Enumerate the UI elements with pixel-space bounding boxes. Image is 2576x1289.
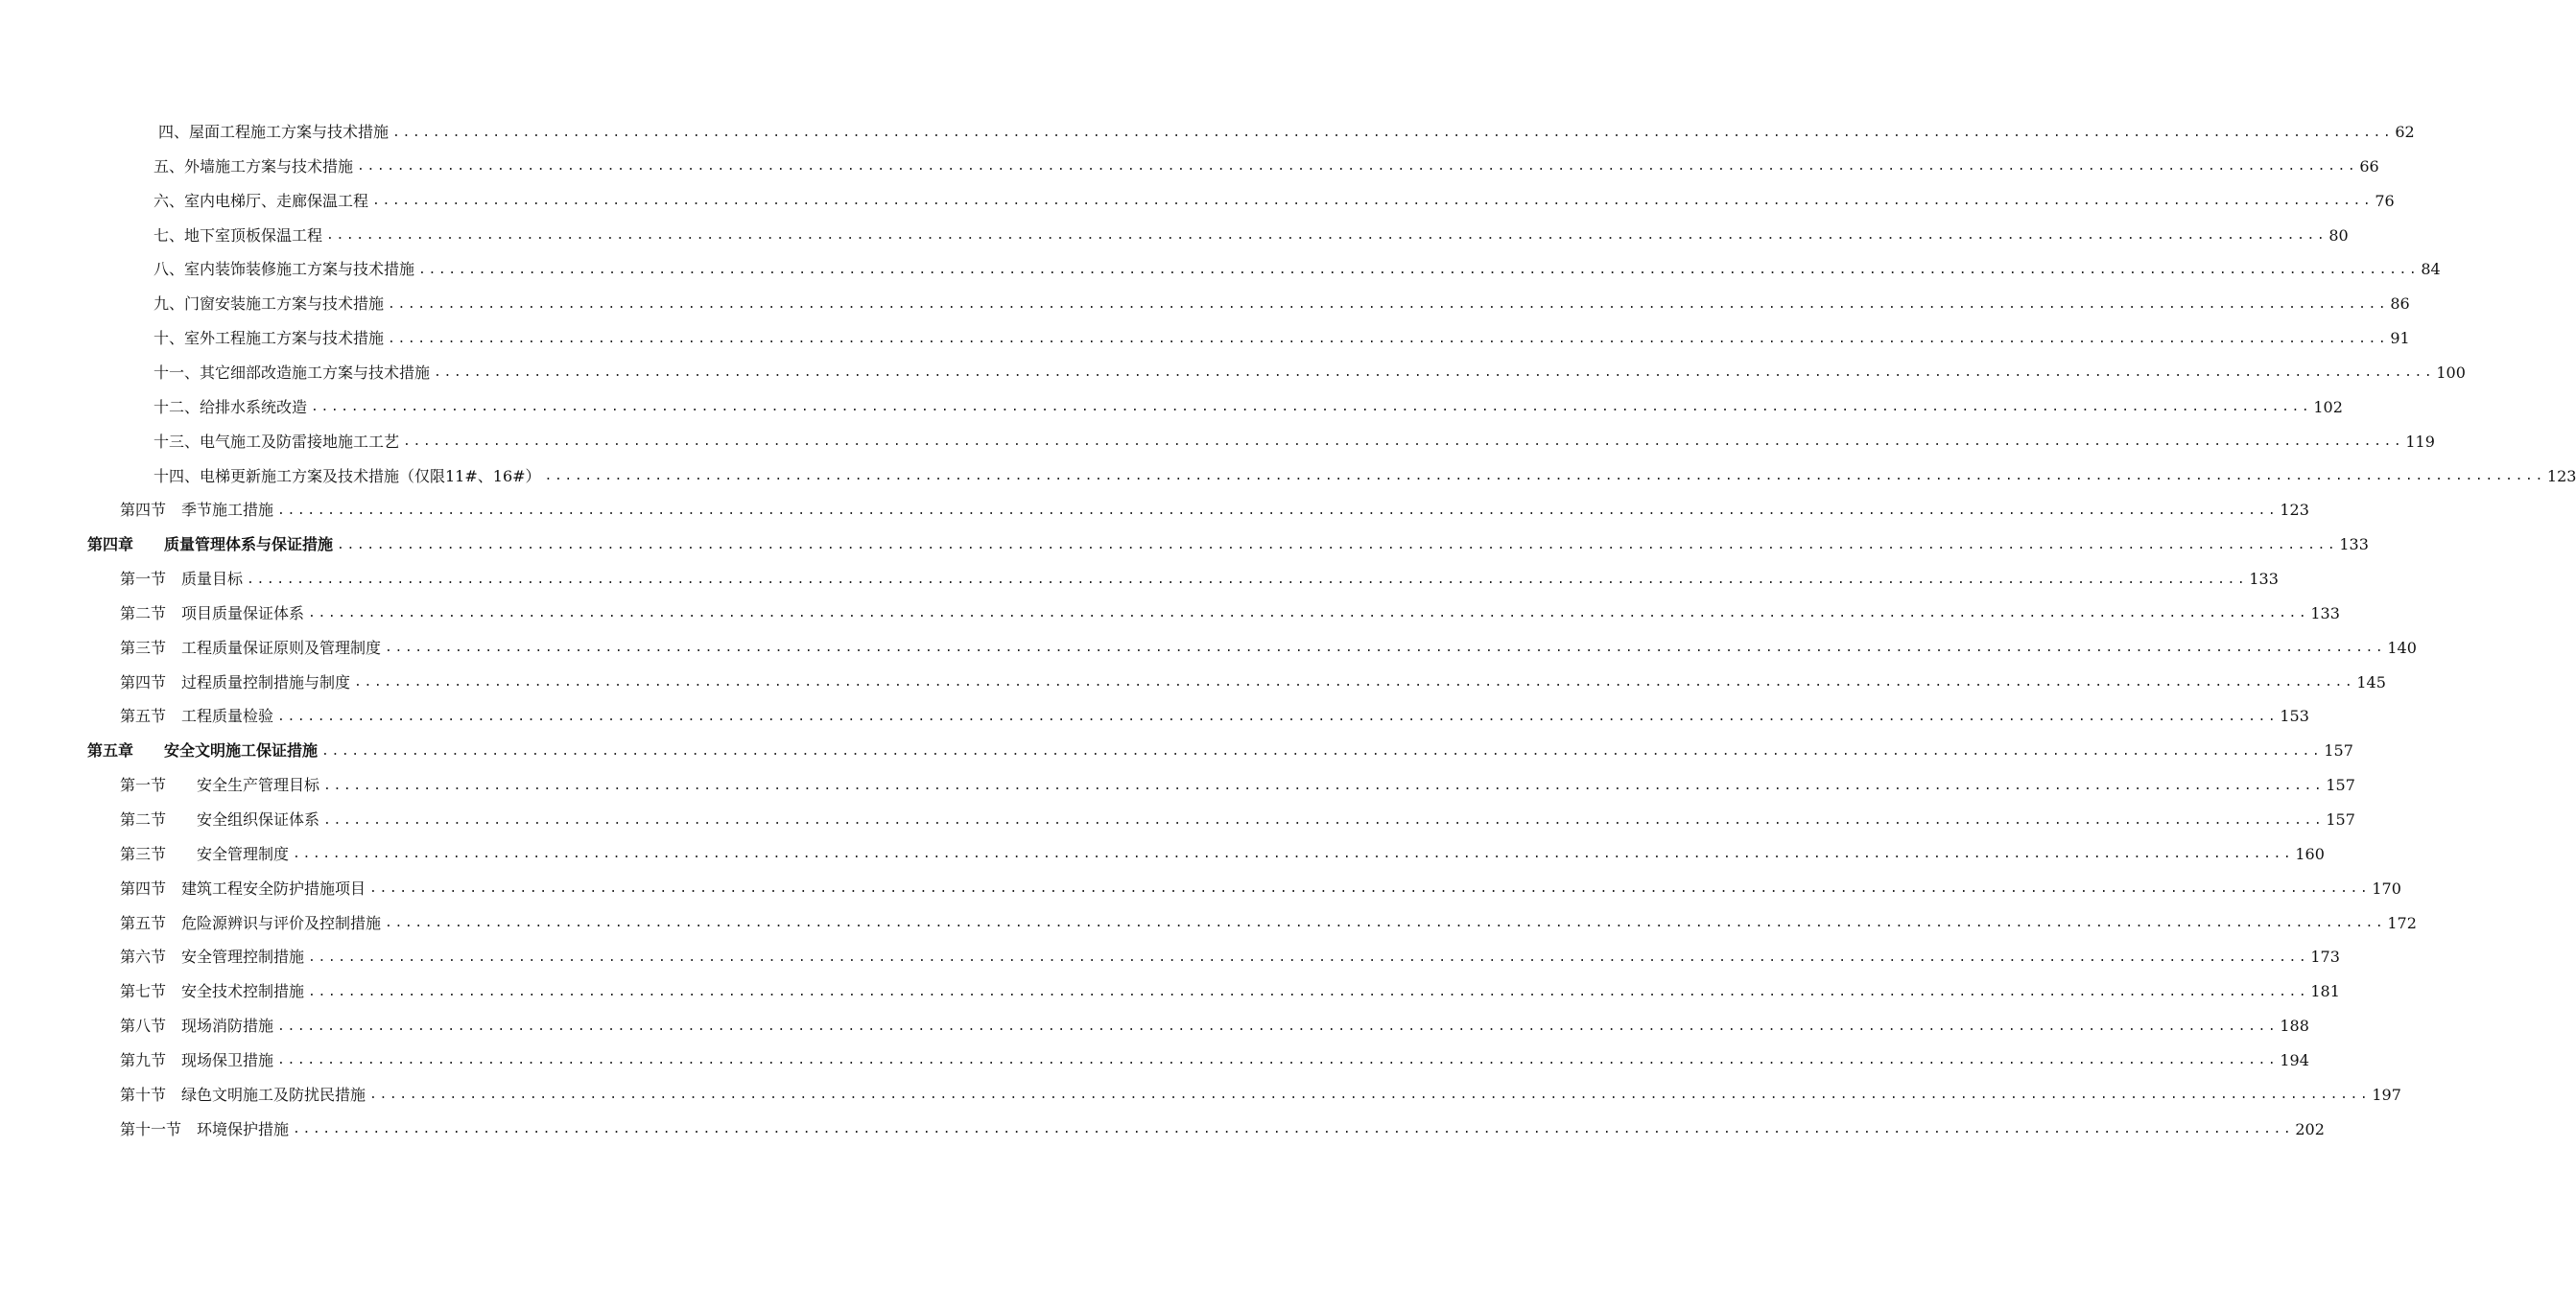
toc-dot-leader: ........................................................................................................................................................................................................ xyxy=(418,262,2420,277)
toc-dot-leader: ........................................................................................................................................................................................................ xyxy=(326,228,2328,244)
toc-entry-title: 第五节 工程质量检验 xyxy=(120,707,274,726)
toc-entry[interactable] xyxy=(154,390,2343,425)
toc-entry-page-number: 172 xyxy=(2387,913,2417,932)
toc-entry[interactable] xyxy=(120,940,2340,974)
toc-dot-leader: ........................................................................................................................................................................................................ xyxy=(385,916,2386,931)
toc-dot-leader: ........................................................................................................................................................................................................ xyxy=(277,1053,2279,1068)
toc-dot-leader: ........................................................................................................................................................................................................ xyxy=(323,812,2325,828)
toc-entry-title: 第五章 安全文明施工保证措施 xyxy=(87,741,319,761)
toc-dot-leader: ........................................................................................................................................................................................................ xyxy=(403,434,2404,450)
toc-entry[interactable] xyxy=(120,597,2340,631)
toc-entry[interactable] xyxy=(120,1043,2309,1078)
toc-entry-page-number: 160 xyxy=(2295,844,2325,863)
toc-dot-leader: ........................................................................................................................................................................................................ xyxy=(354,675,2355,691)
toc-entry[interactable] xyxy=(120,974,2340,1009)
toc-entry[interactable] xyxy=(120,1113,2325,1147)
toc-entry-page-number: 157 xyxy=(2326,810,2355,829)
toc-entry[interactable] xyxy=(120,666,2386,700)
toc-dot-leader: ........................................................................................................................................................................................................ xyxy=(308,949,2309,965)
toc-entry-page-number: 91 xyxy=(2390,329,2410,348)
toc-entry-page-number: 133 xyxy=(2249,570,2279,589)
toc-entry-title: 第四章 质量管理体系与保证措施 xyxy=(87,535,334,554)
toc-entry-page-number: 133 xyxy=(2339,535,2369,554)
toc-entry-page-number: 170 xyxy=(2372,879,2401,898)
toc-dot-leader: ........................................................................................................................................................................................................ xyxy=(308,984,2309,999)
toc-entry-title: 第四节 建筑工程安全防护措施项目 xyxy=(120,879,366,898)
toc-entry-title: 五、外墙施工方案与技术措施 xyxy=(154,156,354,176)
toc-entry-page-number: 157 xyxy=(2326,776,2355,795)
toc-entry-title: 第二节 安全组织保证体系 xyxy=(120,810,320,829)
toc-entry-title: 第一节 安全生产管理目标 xyxy=(120,776,320,795)
toc-entry[interactable] xyxy=(154,287,2410,321)
toc-entry-page-number: 153 xyxy=(2280,707,2309,726)
toc-entry-title: 第一节 质量目标 xyxy=(120,570,244,589)
toc-dot-leader: ........................................................................................................................................................................................................ xyxy=(321,743,2323,759)
toc-entry-title: 第四节 季节施工措施 xyxy=(120,501,274,520)
toc-dot-leader: ........................................................................................................................................................................................................ xyxy=(357,159,2358,175)
toc-dot-leader: ........................................................................................................................................................................................................ xyxy=(544,469,2545,483)
toc-entry-page-number: 62 xyxy=(2395,123,2415,141)
toc-entry[interactable] xyxy=(154,252,2441,287)
toc-entry-title: 第九节 现场保卫措施 xyxy=(120,1050,274,1069)
toc-entry-page-number: 86 xyxy=(2390,294,2410,314)
toc-entry[interactable] xyxy=(154,219,2349,253)
toc-entry-title: 十三、电气施工及防雷接地施工工艺 xyxy=(154,432,400,451)
toc-entry[interactable] xyxy=(120,768,2355,803)
toc-dot-leader: ........................................................................................................................................................................................................ xyxy=(385,641,2386,656)
toc-entry-title: 第三节 安全管理制度 xyxy=(120,844,290,863)
toc-entry-page-number: 194 xyxy=(2280,1050,2309,1069)
toc-entry-page-number: 100 xyxy=(2436,363,2466,382)
toc-entry[interactable] xyxy=(154,150,2379,184)
toc-entry[interactable] xyxy=(154,425,2435,459)
toc-entry[interactable] xyxy=(120,562,2279,597)
toc-entry[interactable] xyxy=(120,872,2401,906)
toc-entry[interactable] xyxy=(120,699,2309,734)
toc-entry[interactable] xyxy=(120,803,2355,837)
toc-entry-page-number: 145 xyxy=(2356,672,2386,691)
toc-dot-leader: ........................................................................................................................................................................................................ xyxy=(369,1088,2371,1103)
toc-entry[interactable] xyxy=(120,1078,2401,1113)
toc-dot-leader: ........................................................................................................................................................................................................ xyxy=(277,709,2279,724)
toc-entry-title: 第三节 工程质量保证原则及管理制度 xyxy=(120,638,382,657)
toc-entry-title: 四、屋面工程施工方案与技术措施 xyxy=(158,123,390,141)
toc-entry[interactable] xyxy=(154,459,2576,494)
toc-entry[interactable] xyxy=(154,184,2395,219)
toc-entry[interactable] xyxy=(120,906,2417,941)
toc-dot-leader: ........................................................................................................................................................................................................ xyxy=(388,296,2389,312)
toc-entry-title: 七、地下室顶板保温工程 xyxy=(154,225,323,245)
toc-entry[interactable] xyxy=(120,1009,2309,1043)
toc-entry[interactable] xyxy=(120,631,2417,666)
toc-dot-leader: ........................................................................................................................................................................................................ xyxy=(277,1019,2279,1034)
toc-entry-title: 第四节 过程质量控制措施与制度 xyxy=(120,672,351,691)
toc-entry[interactable] xyxy=(87,734,2353,768)
toc-entry-title: 十二、给排水系统改造 xyxy=(154,397,308,416)
toc-entry-page-number: 102 xyxy=(2313,397,2343,416)
toc-dot-leader: ........................................................................................................................................................................................................ xyxy=(372,194,2374,209)
toc-entry-page-number: 123 xyxy=(2280,501,2309,520)
toc-dot-leader: ........................................................................................................................................................................................................ xyxy=(434,365,2435,381)
toc-entry-page-number: 202 xyxy=(2295,1119,2325,1138)
toc-entry-title: 十四、电梯更新施工方案及技术措施（仅限11#、16#） xyxy=(154,466,541,485)
toc-entry-page-number: 80 xyxy=(2328,225,2349,245)
toc-entry[interactable] xyxy=(120,493,2309,527)
toc-entry-title: 第七节 安全技术控制措施 xyxy=(120,982,305,1001)
toc-entry-page-number: 188 xyxy=(2280,1017,2309,1036)
toc-entry[interactable] xyxy=(154,356,2466,390)
toc-entry[interactable] xyxy=(87,527,2369,562)
toc-entry[interactable] xyxy=(154,321,2410,356)
toc-entry-title: 九、门窗安装施工方案与技术措施 xyxy=(154,294,385,314)
toc-entry-title: 第六节 安全管理控制措施 xyxy=(120,948,305,967)
toc-entry[interactable] xyxy=(120,837,2325,872)
toc-dot-leader: ........................................................................................................................................................................................................ xyxy=(369,881,2371,897)
toc-dot-leader: ........................................................................................................................................................................................................ xyxy=(388,331,2389,346)
toc-entry-page-number: 181 xyxy=(2310,982,2340,1001)
toc-entry-title: 第五节 危险源辨识与评价及控制措施 xyxy=(120,913,382,932)
toc-entry-title: 十、室外工程施工方案与技术措施 xyxy=(154,329,385,348)
toc-entry-page-number: 66 xyxy=(2359,156,2379,176)
toc-entry-title: 第十节 绿色文明施工及防扰民措施 xyxy=(120,1085,366,1104)
toc-entry-page-number: 197 xyxy=(2372,1085,2401,1104)
toc-entry-page-number: 173 xyxy=(2310,948,2340,967)
toc-entry-title: 八、室内装饰装修施工方案与技术措施 xyxy=(154,260,415,279)
toc-dot-leader: ........................................................................................................................................................................................................ xyxy=(308,606,2309,621)
toc-entry-page-number: 76 xyxy=(2375,191,2395,210)
toc-entry-title: 六、室内电梯厅、走廊保温工程 xyxy=(154,191,369,210)
toc-entry-page-number: 119 xyxy=(2405,432,2435,451)
toc-dot-leader: ........................................................................................................................................................................................................ xyxy=(293,847,2294,862)
toc-entry-page-number: 157 xyxy=(2324,741,2353,761)
toc-dot-leader: ........................................................................................................................................................................................................ xyxy=(293,1122,2294,1137)
toc-dot-leader: ........................................................................................................................................................................................................ xyxy=(247,572,2248,587)
toc-entry-title: 十一、其它细部改造施工方案与技术措施 xyxy=(154,363,431,382)
toc-dot-leader: ........................................................................................................................................................................................................ xyxy=(337,537,2338,552)
toc-entry-page-number: 133 xyxy=(2310,603,2340,622)
toc-dot-leader: ........................................................................................................................................................................................................ xyxy=(323,778,2325,793)
toc-entry-page-number: 84 xyxy=(2421,260,2441,279)
toc-entry[interactable] xyxy=(158,115,2415,150)
toc-dot-leader: ........................................................................................................................................................................................................ xyxy=(311,400,2312,415)
toc-entry-page-number: 123 xyxy=(2546,466,2576,485)
toc-dot-leader: ........................................................................................................................................................................................................ xyxy=(392,125,2394,140)
toc-entry-title: 第十一节 环境保护措施 xyxy=(120,1119,290,1138)
toc-dot-leader: ........................................................................................................................................................................................................ xyxy=(277,503,2279,518)
toc-entry-title: 第二节 项目质量保证体系 xyxy=(120,603,305,622)
toc-entry-title: 第八节 现场消防措施 xyxy=(120,1017,274,1036)
toc-entry-page-number: 140 xyxy=(2387,638,2417,657)
